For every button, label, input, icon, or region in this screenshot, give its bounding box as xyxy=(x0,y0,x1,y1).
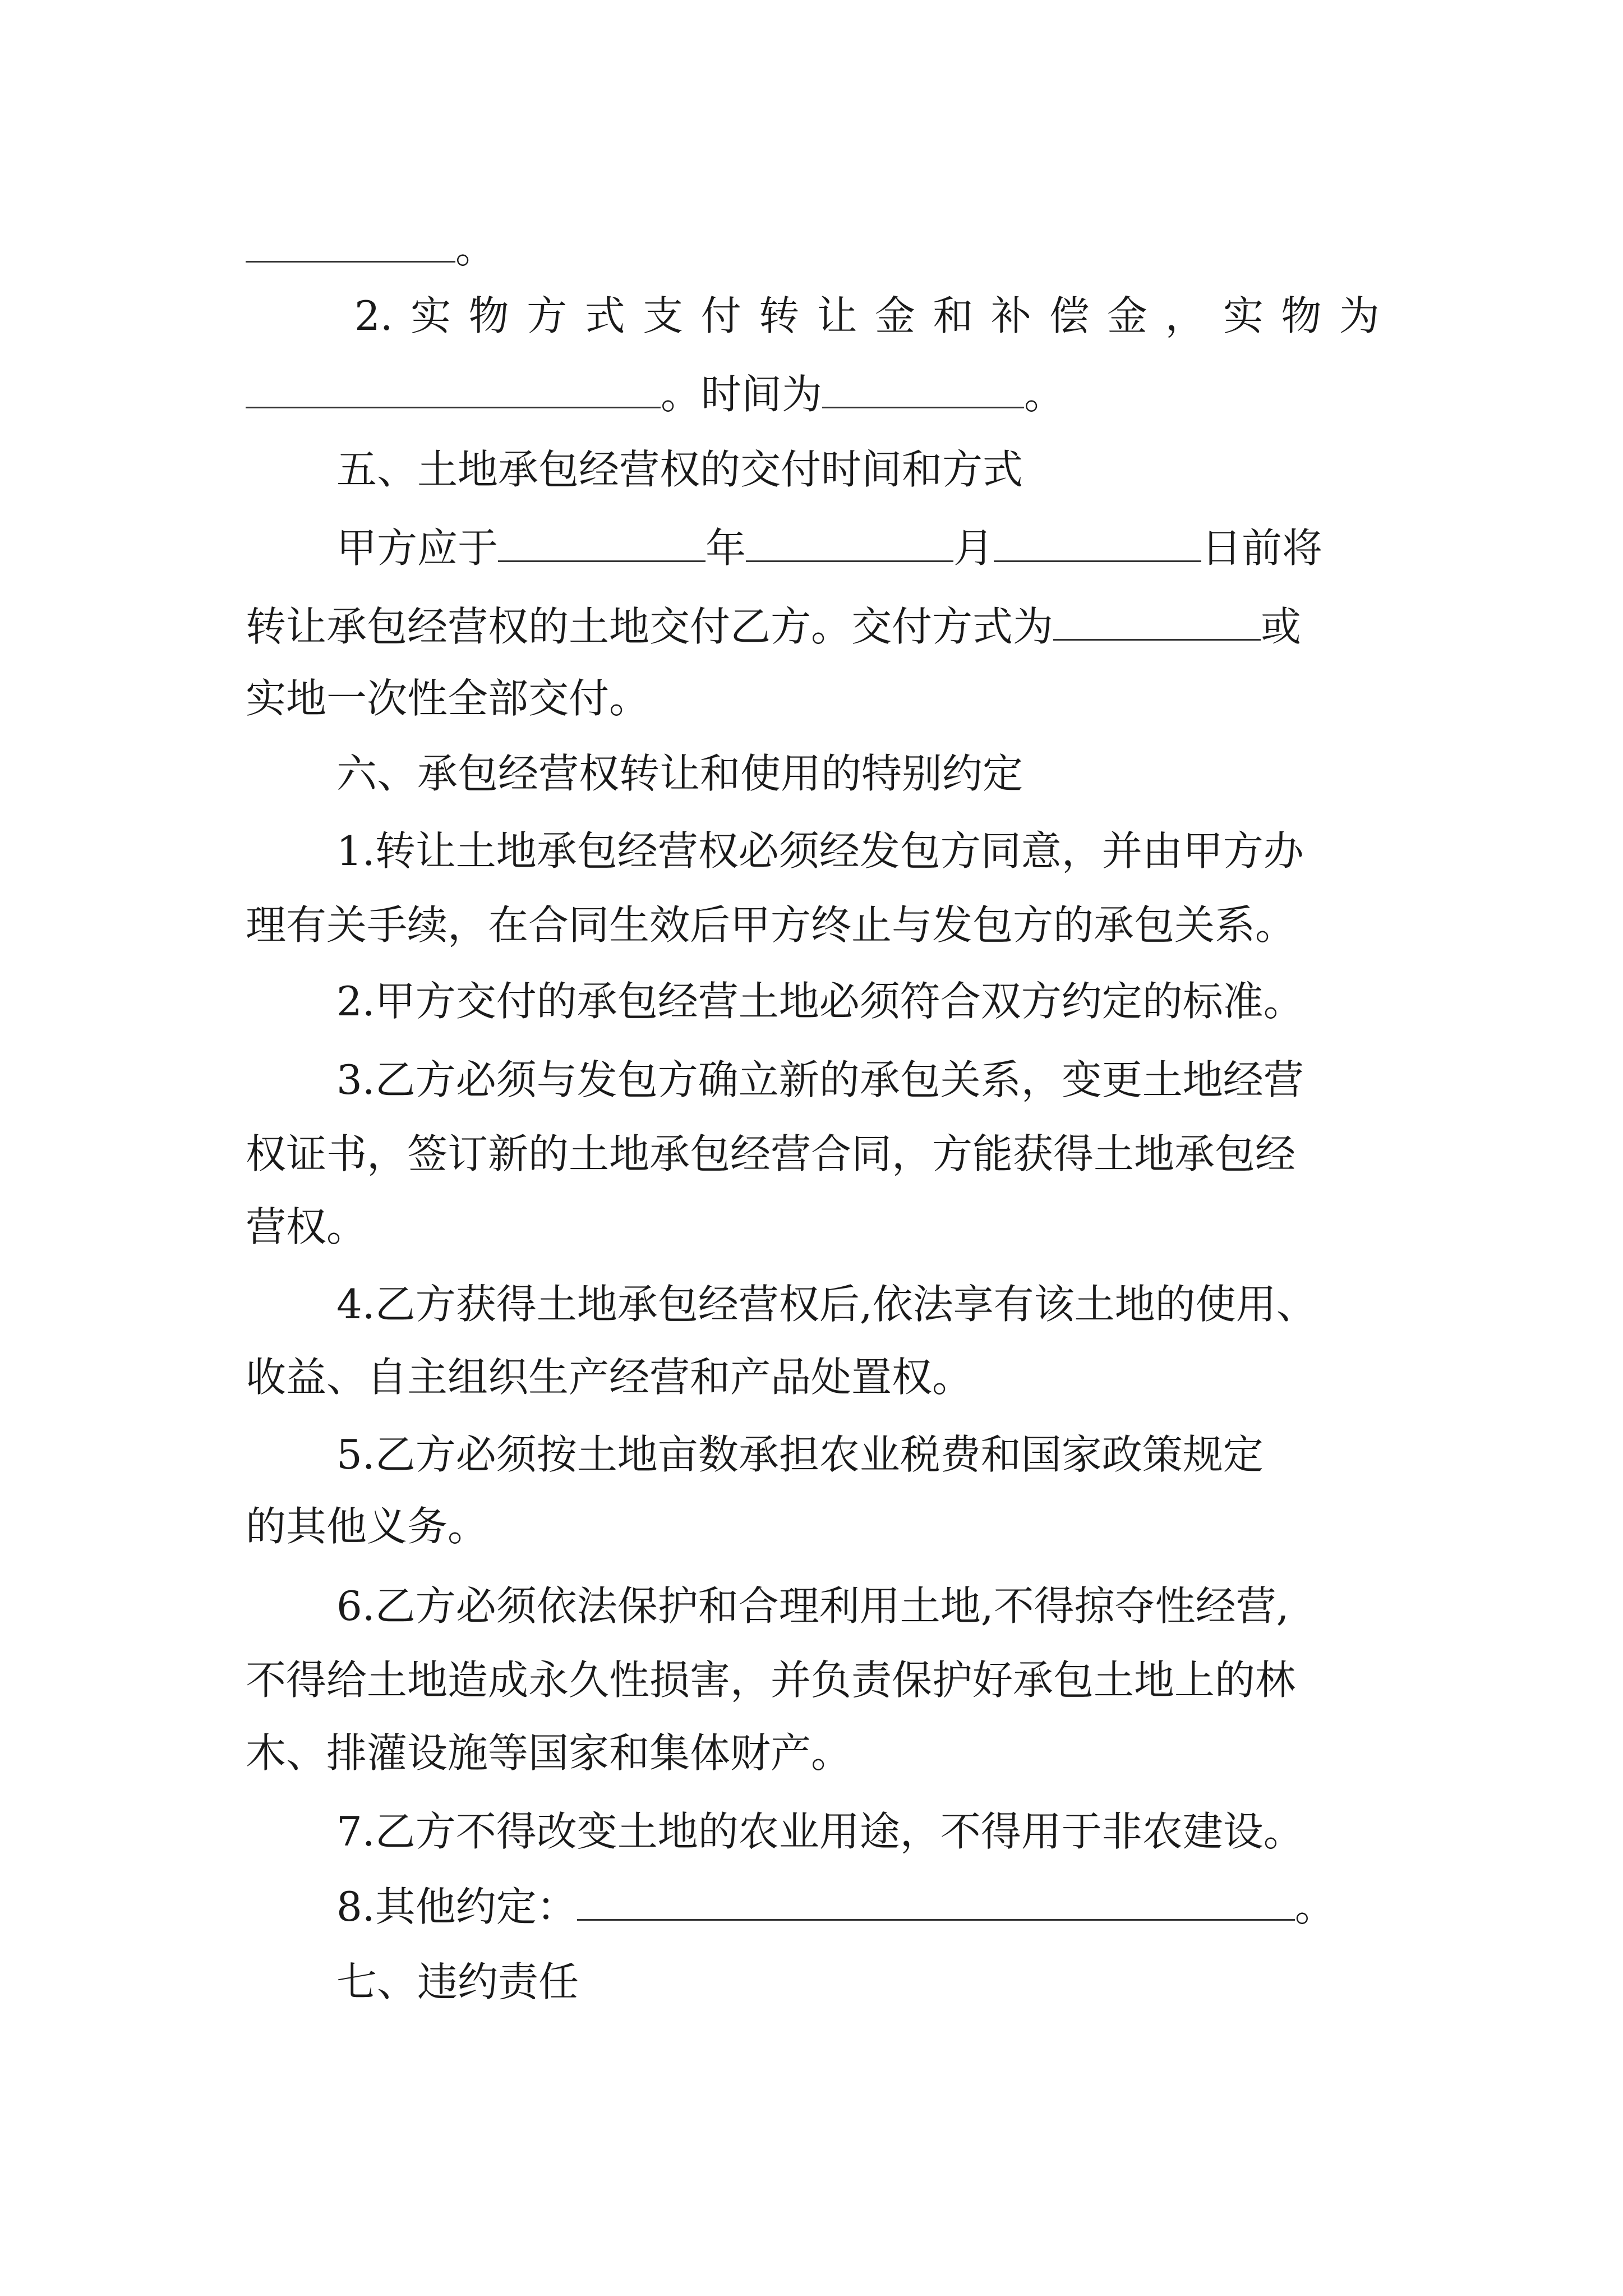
fill-blank[interactable] xyxy=(994,526,1201,562)
line-2-char: 式 xyxy=(584,292,625,339)
clause-6-line-1: 6.乙方必须依法保护和合理利用土地,不得掠夺性经营, xyxy=(336,1582,1289,1630)
line-6-b: 或 xyxy=(1261,603,1302,650)
line-6-a: 转让承包经营权的土地交付乙方。交付方式为 xyxy=(246,603,1054,650)
clause-6-line-3: 木、排灌设施等国家和集体财产。 xyxy=(246,1729,852,1777)
line-1-end: 。 xyxy=(455,225,496,272)
clause-7: 7.乙方不得改变土地的农业用途，不得用于非农建设。 xyxy=(336,1808,1304,1855)
line-2-char: 方 xyxy=(527,292,568,339)
line-2-char: 实 xyxy=(411,292,451,339)
clause-8-end: 。 xyxy=(1294,1883,1335,1930)
clause-4-line-2: 收益、自主组织生产经营和产品处置权。 xyxy=(246,1354,973,1401)
line-2-char: 和 xyxy=(933,292,974,339)
line-2-char: 付 xyxy=(700,292,741,339)
line-2-char: 金 xyxy=(875,292,916,339)
line-3-b: 。 xyxy=(1024,371,1065,418)
line-5-a: 甲方应于 xyxy=(336,524,499,572)
line-2 xyxy=(354,291,1380,341)
line-5-b: 年 xyxy=(706,524,746,572)
line-2-char: 支 xyxy=(643,292,684,339)
clause-3-line-3: 营权。 xyxy=(246,1203,367,1250)
section-heading-5: 五、土地承包经营权的交付时间和方式 xyxy=(336,446,1023,493)
clause-5-line-2: 的其他义务。 xyxy=(246,1503,488,1550)
line-5 xyxy=(336,523,1322,573)
line-1 xyxy=(246,223,496,274)
clause-8 xyxy=(336,1881,1335,1932)
section-heading-7: 七、违约责任 xyxy=(336,1958,579,2005)
fill-blank[interactable] xyxy=(246,226,455,263)
section-heading-6: 六、承包经营权转让和使用的特别约定 xyxy=(336,750,1023,797)
line-7: 实地一次性全部交付。 xyxy=(246,675,650,722)
line-2-char: 实 xyxy=(1223,292,1264,339)
fill-blank[interactable] xyxy=(1053,604,1261,641)
clause-1-line-1: 1.转让土地承包经营权必须经发包方同意，并由甲方办 xyxy=(336,827,1304,875)
line-5-d: 日前将 xyxy=(1201,524,1323,572)
line-2-char: 补 xyxy=(991,292,1032,339)
clause-8-label: 8.其他约定： xyxy=(336,1883,577,1930)
line-2-char: 物 xyxy=(1281,292,1322,339)
clause-2: 2.甲方交付的承包经营土地必须符合双方约定的标准。 xyxy=(336,978,1304,1025)
clause-4-line-1: 4.乙方获得土地承包经营权后,依法享有该土地的使用、 xyxy=(336,1281,1317,1328)
line-5-c: 月 xyxy=(953,524,994,572)
fill-blank[interactable] xyxy=(246,372,661,408)
fill-blank[interactable] xyxy=(746,526,953,562)
clause-3-line-2: 权证书，签订新的土地承包经营合同，方能获得土地承包经 xyxy=(246,1130,1296,1177)
line-3-a: 。时间为 xyxy=(661,371,823,418)
line-2-char: 物 xyxy=(468,292,509,339)
clause-3-line-1: 3.乙方必须与发包方确立新的承包关系，变更土地经营 xyxy=(336,1056,1304,1103)
clause-6-line-2: 不得给土地造成永久性损害，并负责保护好承包土地上的林 xyxy=(246,1657,1296,1704)
clause-5-line-1: 5.乙方必须按土地亩数承担农业税费和国家政策规定 xyxy=(336,1431,1264,1478)
clause-1-line-2: 理有关手续，在合同生效后甲方终止与发包方的承包关系。 xyxy=(246,901,1296,949)
line-2-char: 偿 xyxy=(1049,292,1090,339)
line-2-char: 2. xyxy=(354,292,393,339)
fill-blank[interactable] xyxy=(577,1884,1295,1921)
line-6 xyxy=(246,601,1301,652)
line-2-char: 为 xyxy=(1339,292,1380,339)
line-2-char: ， xyxy=(1165,292,1206,339)
line-2-char: 让 xyxy=(817,292,857,339)
fill-blank[interactable] xyxy=(822,372,1024,408)
line-2-char: 转 xyxy=(759,292,800,339)
fill-blank[interactable] xyxy=(498,526,706,562)
line-3 xyxy=(246,369,1064,420)
line-2-char: 金 xyxy=(1106,292,1147,339)
